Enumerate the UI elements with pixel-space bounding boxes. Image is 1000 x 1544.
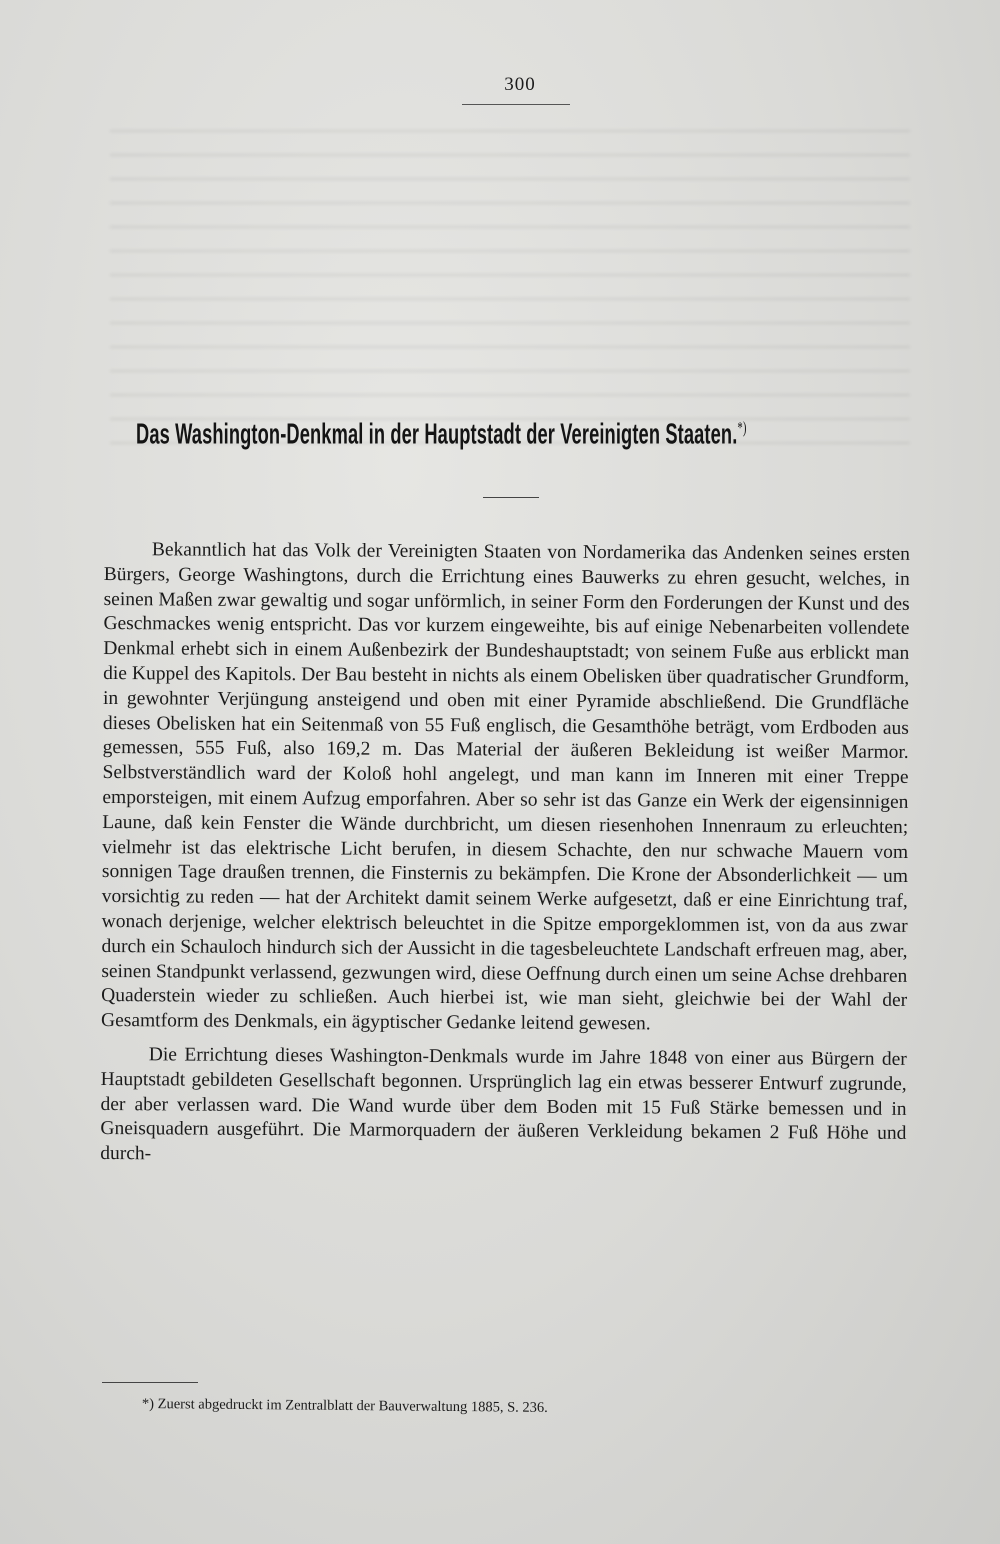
bleed-through-text: [110, 110, 910, 450]
article-title: [136, 418, 747, 452]
paragraph: Bekanntlich hat das Volk der Vereinigten Staaten von Nordamerika das Andenken seines ersten Bürgers, George Washingtons, durch die Errichtung eines Bauwerks zu ehren gesucht, welches, in seinen Maßen zwar gewaltig und sogar unförmlich, in seiner Form den Forderungen der Kunst und des Geschmackes wenig entspricht. Das vor kurzem eingeweihte, bis auf einige Nebenarbeiten vollendete Denkmal erhebt sich in einem Außenbezirk der Bundeshauptstadt; von seinem Fuße aus erblickt man die Kuppel des Kapitols. Der Bau besteht in nichts als einem Obelisken über quadratischer Grundform, in gewohnter Verjüngung ansteigend und oben mit einer Pyramide abschließend. Die Grundfläche dieses Obelisken hat ein Seitenmaß von 55 Fuß englisch, die Gesamthöhe beträgt, vom Erdboden aus gemessen, 555 Fuß, also 169,2 m. Das Material der äußeren Bekleidung ist weißer Marmor. Selbstverständlich ward der Koloß hohl angelegt, und man kann im Inneren mit einer Treppe emporsteigen, mit einem Aufzug emporfahren. Aber so sehr ist das Ganze ein Werk der eigensinnigen Laune, daß kein Fenster die Wände durchbricht, um diesen riesenhohen Innenraum zu erleuchten; vielmehr ist das elektrische Licht berufen, in diesem Schachte, den nur schwache Mauern vom sonnigen Tage draußen trennen, die Finsternis zu bekämpfen. Die Krone der Absonderlichkeit — um vorsichtig zu reden — hat der Architekt damit seinem Werke aufgesetzt, daß er eine Einrichtung traf, wonach derjenige, welcher elektrisch beleuchtet in die Spitze emporgeklommen ist, von da aus zwar durch ein Schauloch hindurch sich der Aussicht in die tagesbeleuchtete Landschaft erfreuen mag, aber, seinen Standpunkt verlassend, gezwungen wird, diese Oeffnung durch einen um seine Achse drehbaren Quaderstein wieder zu schließen. Auch hierbei ist, wie man sieht, gleichwie bei der Wahl der Gesamtform des Denkmals, ein ägyptischer Gedanke leitend gewesen.: [100, 539, 910, 1035]
title-rule: [483, 497, 539, 498]
page-number: 300: [504, 74, 536, 95]
title-footnote-marker: *): [737, 418, 747, 437]
article-title-text: Das Washington-Denkmal in der Hauptstadt der Vereinigten Staaten.: [136, 418, 738, 451]
footnote: *) Zuerst abgedruckt im Zentralblatt der Bauverwaltung 1885, S. 236.: [141, 1396, 548, 1416]
article-body: [100, 538, 910, 1181]
paragraph: Die Errichtung dieses Washington-Denkmals wurde im Jahre 1848 von einer aus Bürgern der Hauptstadt gebildeten Gesellschaft begonnen. Ursprünglich lag ein etwas besserer Entwurf zugrunde, der aber verlassen ward. Die Wand wurde über dem Boden mit 15 Fuß Stärke bemessen und in Gneisquadern ausgeführt. Die Marmorquadern der äußeren Verkleidung bekamen 2 Fuß Höhe und durch-: [100, 1044, 907, 1165]
footnote-rule: [102, 1382, 198, 1383]
page-number-rule: [462, 104, 570, 105]
